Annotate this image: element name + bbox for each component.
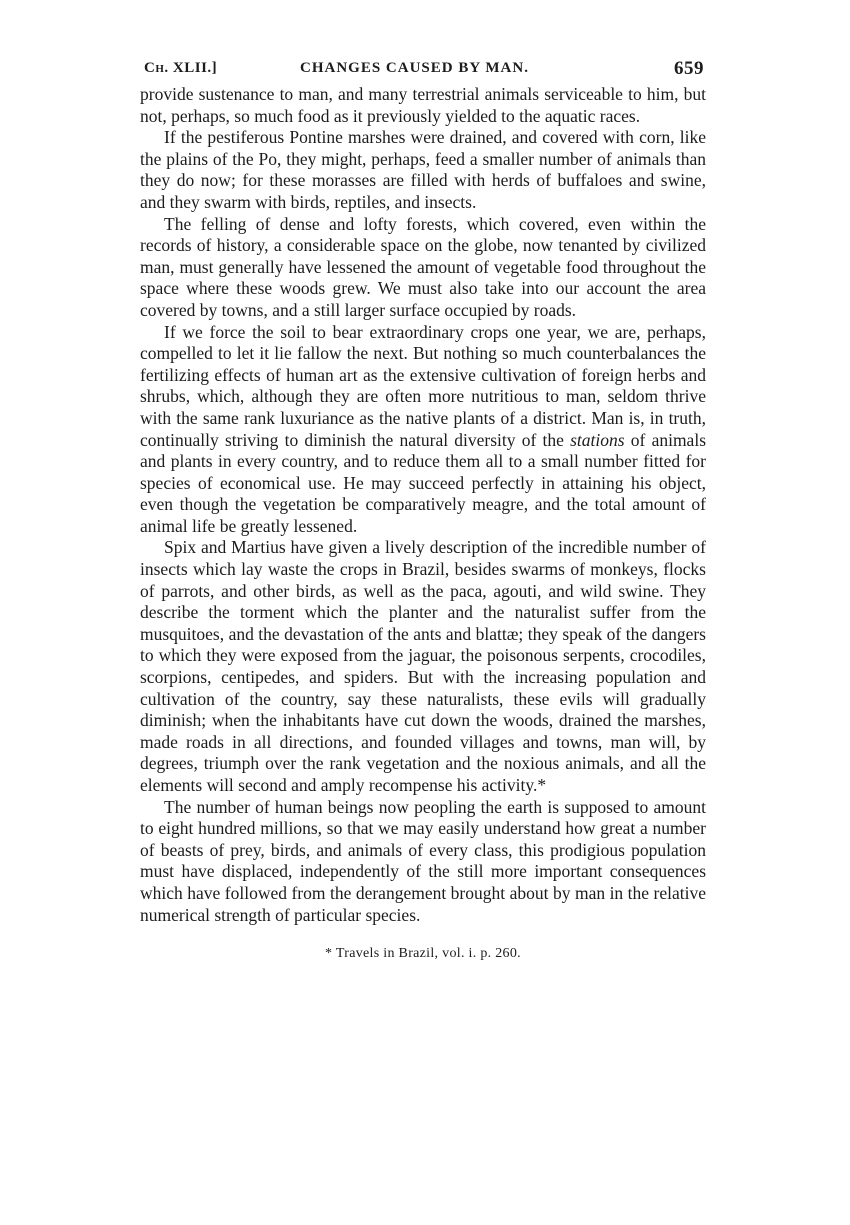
paragraph-crops-text-start: If we force the soil to bear extraordinary crops one year, we are, perhaps, compelled to let it lie fallow the next. But nothing so much counterbalances the fertilizing effects of human art as the extensive cultivation of foreign herbs and shrubs, which, although they are often more nutritious to man, seldom thrive with the same rank luxuriance as the native plants of a district. Man is, in truth, continually striving to diminish the natural diversity of the	[140, 321, 706, 450]
italic-term-stations: stations	[570, 429, 625, 450]
paragraph-crops-text-end: of animals and plants in every country, and to reduce them all to a small number fitted for species of economical use. He may succeed perfectly in attaining his object, even though the vegetation be comparatively meagre, and the total amount of animal life be greatly lessened.	[140, 429, 706, 536]
body-text	[140, 84, 706, 926]
paragraph-forests: The felling of dense and lofty forests, which covered, even within the records of history, a considerable space on the globe, now tenanted by civilized man, must generally have lessened the amount of vegetable food throughout the space where these woods grew. We must also take into our account the area covered by towns, and a still larger surface occupied by roads.	[140, 213, 706, 320]
book-page	[140, 56, 706, 962]
paragraph-crops	[140, 322, 706, 538]
page-number: 659	[674, 58, 704, 79]
paragraph-spix-martius: Spix and Martius have given a lively description of the incredible number of insects which lay waste the crops in Brazil, besides swarms of monkeys, flocks of parrots, and other birds, as well as the paca, agouti, and wild swine. They describe the torment which the planter and the naturalist suffer from the musquitoes, and the devastation of the ants and blattæ; they speak of the dangers to which they were exposed from the jaguar, the poisonous serpents, crocodiles, scorpions, centipedes, and spiders. But with the increasing population and cultivation of the country, say these naturalists, these evils will gradually diminish; when the inhabitants have cut down the woods, drained the marshes, made roads in all directions, and founded villages and towns, man will, by degrees, triumph over the rank vegetation and the noxious animals, and all the elements will second and amply recompense his activity.*	[140, 537, 706, 795]
paragraph-continuation: provide sustenance to man, and many terrestrial animals serviceable to him, but not, perhaps, so much food as it previously yielded to the aquatic races.	[140, 84, 706, 126]
footnote: * Travels in Brazil, vol. i. p. 260.	[325, 946, 521, 962]
paragraph-human-population: The number of human beings now peopling the earth is supposed to amount to eight hundred millions, so that we may easily understand how great a number of beasts of prey, birds, and animals of every class, this prodigious population must have displaced, independently of the still more important consequences which have followed from the derangement brought about by man in the relative numerical strength of particular species.	[140, 796, 706, 925]
running-title: CHANGES CAUSED BY MAN.	[300, 60, 529, 76]
running-head	[140, 56, 706, 84]
paragraph-pontine-marshes: If the pestiferous Pontine marshes were drained, and covered with corn, like the plains of the Po, they might, perhaps, feed a smaller number of animals than they do now; for these morasses are filled with herds of buffaloes and swine, and they swarm with birds, reptiles, and insects.	[140, 127, 706, 212]
chapter-reference: Ch. XLII.]	[144, 60, 218, 76]
